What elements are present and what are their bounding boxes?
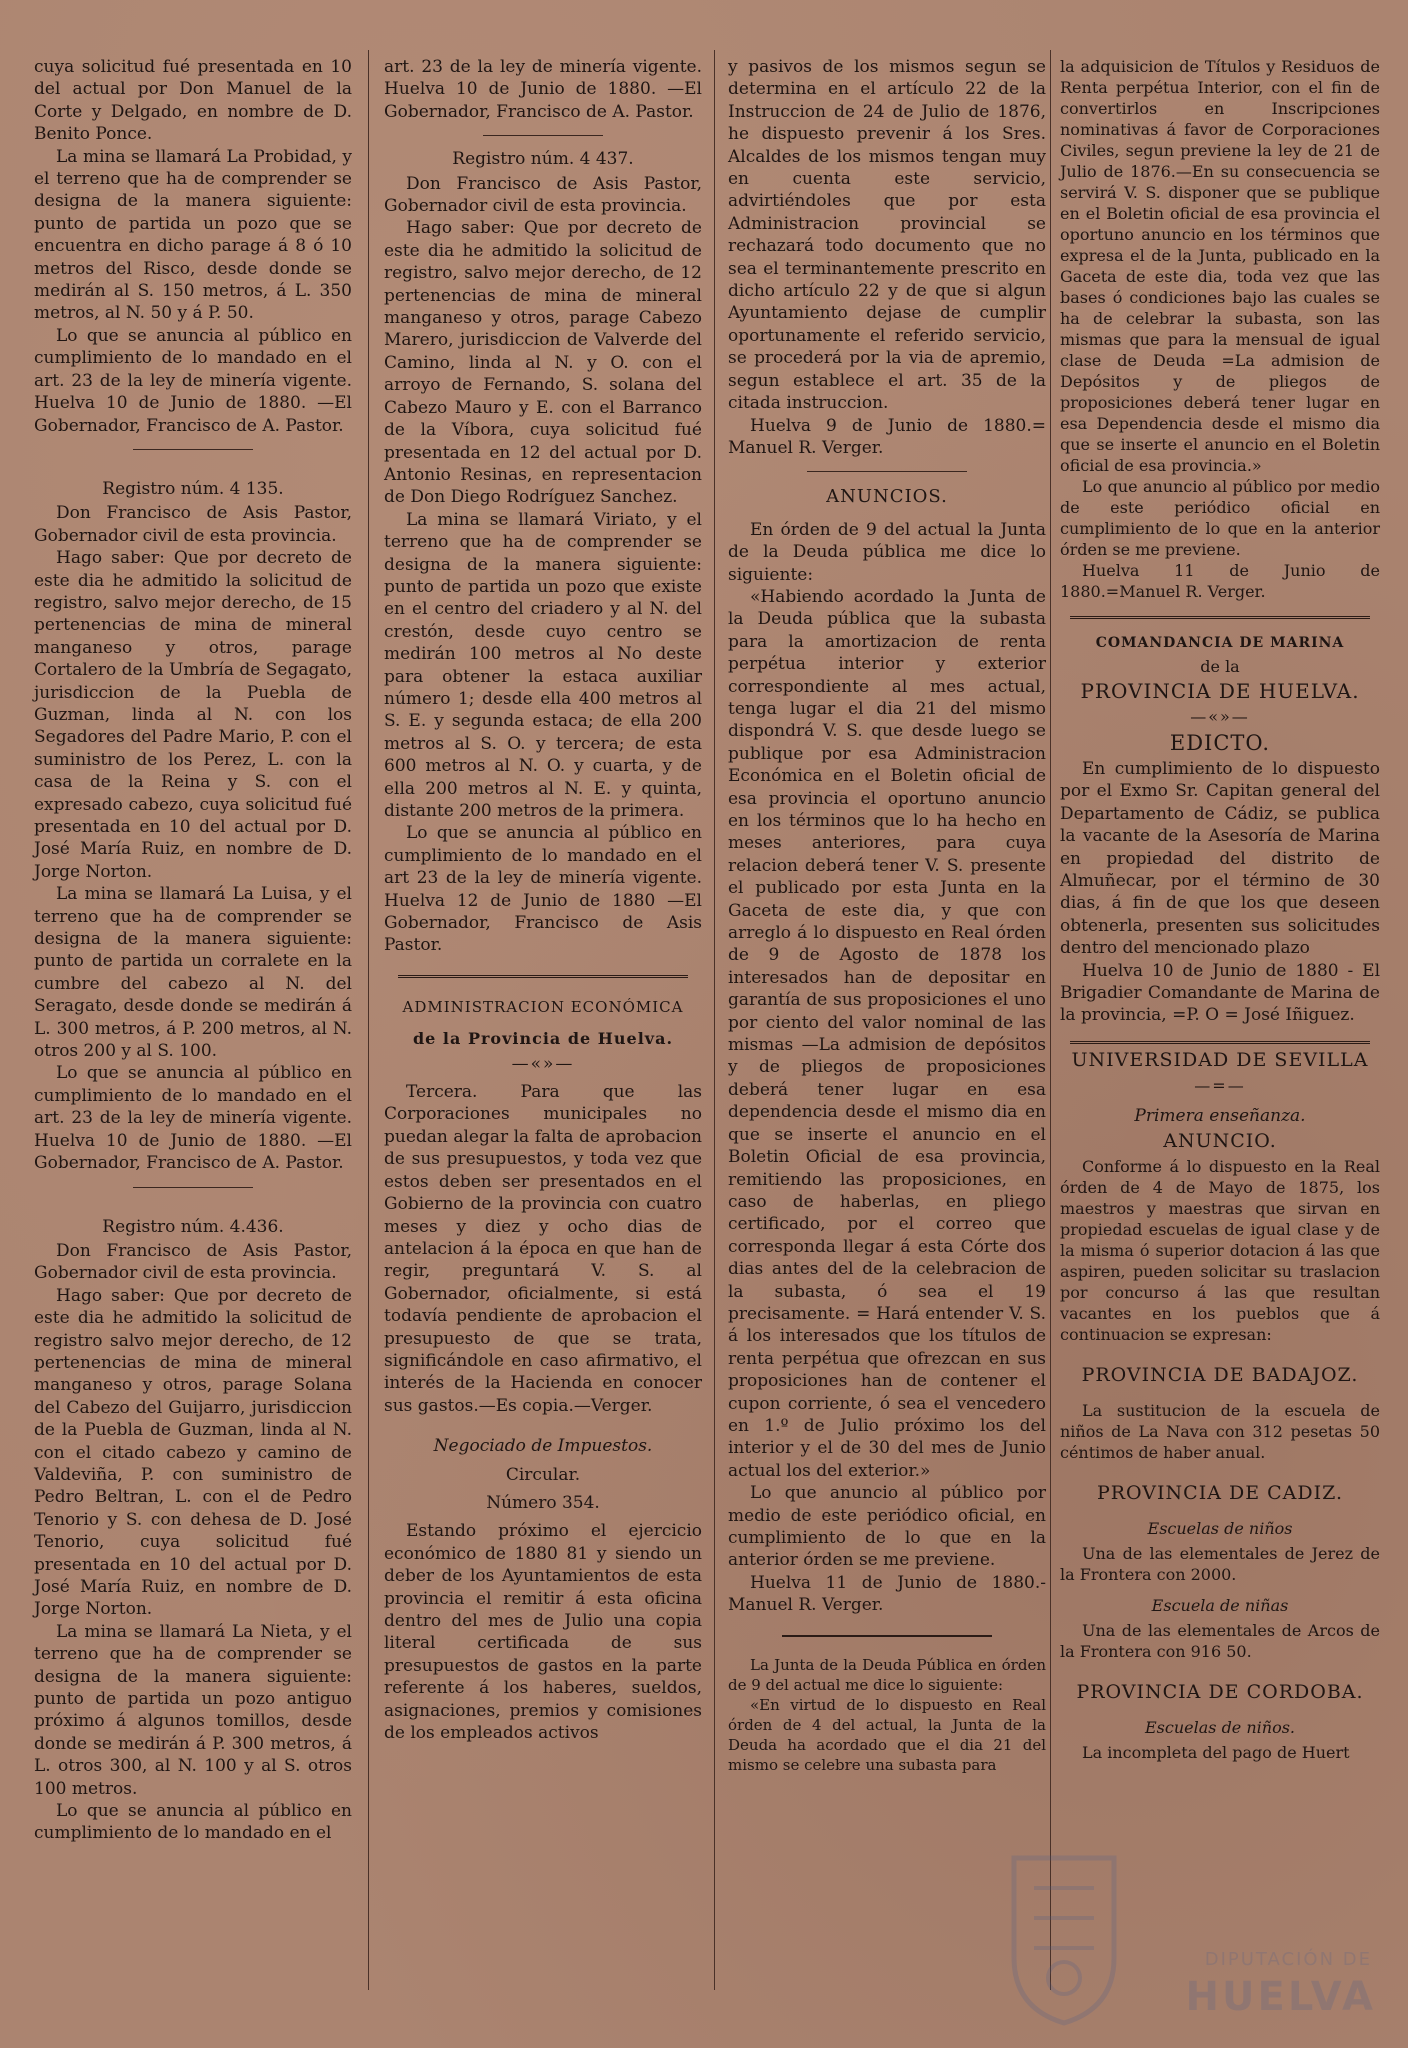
section-subtitle: de la Provincia de Huelva. [412, 1029, 674, 1049]
divider [133, 449, 253, 450]
paragraph: Una de las elementales de Arcos de la Frontera con 916 50. [1060, 1620, 1380, 1661]
province-heading: PROVINCIA DE CADIZ. [1096, 1481, 1344, 1504]
shield-icon [1004, 1848, 1124, 2028]
watermark-caption: DIPUTACIÓN DE [1204, 1949, 1372, 1970]
registry-heading: Registro núm. 4 135. [102, 478, 284, 499]
ornament: —=— [1194, 1075, 1246, 1095]
paragraph: Lo que anuncio al público por medio de este periódico oficial en cumplimiento de lo que en la anterior órden se me previene. [1060, 477, 1380, 559]
paragraph: Lo que se anuncia al público en cumplimiento de lo mandado en el art. 23 de la ley de minería vigente. Huelva 10 de Junio de 1880. —El Gobernador, Francisco de A. Pastor. [34, 325, 352, 436]
paragraph: Hago saber: Que por decreto de este dia he admitido la solicitud de registro salvo mejor derecho, de 12 pertenencias de mina de mineral manganeso y otros, parage Solana del Cabezo del Guijarro, jurisdiccion de la Puebla de Guzman, linda al N. con el citado cabezo y camino de Valdeviña, P. con suministro de Pedro Beltran, L. con el de Pedro Tenorio y S. con dehesa de D. José Tenorio, cuya solicitud fué presentada en 10 del actual por D. José María Ruiz, en nombre de D. Jorge Norton. [34, 1285, 352, 1620]
divider [807, 471, 967, 472]
paragraph: La mina se llamará Viriato, y el terreno que ha de comprender se designa de la manera siguiente: punto de partida un pozo que existe en el centro del criadero y al N. del crestón, desde cuyo centro se medirán 100 metros al No deste para obtener la estaca auxiliar número 1; desde ella 400 metros al S. E. y segunda estaca; de ella 200 metros al S. O. y tercera; de esta 600 metros al N. O. y cuarta, y de ella 200 metros al N. E. y quinta, distante 200 metros de la primera. [384, 509, 702, 821]
section-title-connector: de la [1200, 657, 1240, 676]
paragraph: Huelva 9 de Junio de 1880.= Manuel R. Verger. [728, 415, 1046, 458]
paragraph: Don Francisco de Asis Pastor, Gobernador civil de esta provincia. [384, 173, 702, 217]
section-divider [1070, 1041, 1370, 1044]
paragraph: Conforme á lo dispuesto en la Real órden de 4 de Mayo de 1875, los maestros y maestras que sirvan en propiedad escuelas de igual clase y de la misma ó superior dotacion á las que aspiren, pueden solicitar su traslacion por concurso á las que resultan vacantes en los pueblos que á continuacion se expresan: [1060, 1156, 1380, 1344]
paragraph: Una de las elementales de Jerez de la Frontera con 2000. [1060, 1543, 1380, 1584]
ornament: —«»— [511, 1053, 575, 1074]
province-heading: PROVINCIA DE BADAJOZ. [1081, 1363, 1359, 1386]
paragraph: La Junta de la Deuda Pública en órden de 9 del actual me dice lo siguiente: [728, 1655, 1046, 1694]
column-divider [1050, 50, 1051, 1990]
paragraph: Huelva 11 de Junio de 1880.=Manuel R. Verger. [1060, 561, 1380, 601]
paragraph: La incompleta del pago de Huert [1082, 1742, 1350, 1762]
ornament: —«»— [1190, 707, 1250, 726]
paragraph: Huelva 10 de Junio de 1880 - El Brigadier Comandante de Marina de la provincia, =P. O = José Iñiguez. [1060, 960, 1380, 1026]
paragraph: Hago saber: Que por decreto de este dia he admitido la solicitud de registro, salvo mejor derecho, de 15 pertenencias de mina de mineral manganeso y otros, parage Cortalero de la Umbría de Segagato, jurisdiccion de la Puebla de Guzman, linda al N. con los Segadores del Padre Mario, P. con el suministro de los Perez, L. con la casa de la Reina y S. con el expresado cabezo, cuya solicitud fué presentada en 10 del actual por D. José María Ruiz, en nombre de D. Jorge Norton. [34, 548, 352, 882]
school-heading: Escuela de niñas [1151, 1595, 1289, 1615]
column-4 [1060, 56, 1380, 1763]
registry-heading: Registro núm. 4 437. [452, 149, 634, 170]
paragraph: La sustitucion de la escuela de niños de La Nava con 312 pesetas 50 céntimos de haber anual. [1060, 1400, 1380, 1462]
paragraph: La mina se llamará La Probidad, y el terreno que ha de comprender se designa de la manera siguiente: punto de partida un pozo que se encuentra en dicho parage á 8 ó 10 metros del Risco, desde donde se medirán al S. 150 metros, á L. 350 metros, al N. 50 y á P. 50. [34, 146, 352, 324]
school-heading: Escuelas de niños. [1144, 1717, 1296, 1737]
divider [133, 1187, 253, 1188]
column-divider [368, 50, 369, 1990]
paragraph: la adquisicion de Títulos y Residuos de Renta perpétua Interior, con el fin de convertirlos en Inscripciones nominativas á favor de Corporaciones Civiles, segun previene la ley de 21 de Julio de 1876.—En su consecuencia se servirá V. S. disponer que se publique en el Boletin oficial de esa provincia el oportuno anuncio en los términos que expresa el de la Junta, publicado en la Gaceta de este dia, toda vez que las bases ó condiciones bajo las cuales se ha de celebrar la subasta, son las mismas que para la mensual de igual clase de Deuda =La admision de Depósitos y de pliegos de proposiciones deberá tener lugar en esa Dependencia desde el mismo dia que se inserte el anuncio en el Boletin oficial de esa provincia.» [1060, 57, 1380, 475]
paragraph: Don Francisco de Asis Pastor, Gobernador civil de esta provincia. [34, 1240, 352, 1284]
paragraph: «En virtud de lo dispuesto en Real órden de 4 del actual, la Junta de la Deuda ha acordado que el dia 21 del mismo se celebre una subasta para [728, 1695, 1046, 1774]
edict-title: EDICTO. [1169, 731, 1271, 755]
paragraph: cuya solicitud fué presentada en 10 del actual por Don Manuel de la Corte y Delgado, en nombre de D. Benito Ponce. [34, 57, 352, 145]
watermark-title: HUELVA [1185, 1974, 1376, 2020]
section-title-province: PROVINCIA DE HUELVA. [1080, 679, 1360, 703]
registry-heading: Registro núm. 4.436. [102, 1216, 284, 1237]
column-1 [34, 56, 352, 1845]
divider [483, 135, 603, 136]
announcement-title: ANUNCIO. [1163, 1129, 1277, 1152]
university-title: UNIVERSIDAD DE SEVILLA [1071, 1048, 1369, 1071]
watermark-seal [1004, 1848, 1376, 2038]
number-label: Número 354. [486, 1492, 600, 1513]
section-title: ANUNCIOS. [826, 486, 948, 508]
paragraph: Estando próximo el ejercicio económico de 1880 81 y siendo un deber de los Ayuntamientos de esta provincia el remitir á esta oficina dentro del mes de Julio una copia literal certificada de sus presupuestos de gastos en la parte referente á los haberes, sueldos, asignaciones, premios y comisiones de los empleados activos [384, 1521, 702, 1744]
paragraph: Hago saber: Que por decreto de este dia he admitido la solicitud de registro, salvo mejor derecho, de 12 pertenencias de mina de mineral manganeso y otros, parage Cabezo Marero, jurisdiccion de Valverde del Camino, linda al N. y O. con el arroyo de Fernando, S. solana del Cabezo Mauro y E. con el Barranco de la Víbora, cuya solicitud fué presentada en 12 del actual por D. Antonio Resinas, en representacion de Don Diego Rodríguez Sanchez. [384, 218, 702, 508]
paragraph: y pasivos de los mismos segun se determina en el artículo 22 de la Instruccion de 24 de Julio de 1876, he dispuesto prevenir á los Sres. Alcaldes de los mismos tengan muy en cuenta este servicio, advirtiéndoles que por esta Administracion provincial se rechazará todo documento que no sea el terminantemente prescrito en dicho artículo 22 y de que si algun Ayuntamiento dejase de cumplir oportunamente el referido servicio, se procederá por la via de apremio, segun establece el art. 35 de la citada instruccion. [728, 57, 1046, 414]
paragraph: La mina se llamará La Nieta, y el terreno que ha de comprender se designa de la manera siguiente: punto de partida un pozo antiguo próximo á algunos tomillos, desde donde se medirán á P. 300 metros, á L. otros 300, al N. 100 y al S. otros 100 metros. [34, 1621, 352, 1799]
school-heading: Escuelas de niños [1147, 1518, 1293, 1538]
section-divider [398, 975, 688, 978]
paragraph: Lo que se anuncia al público en cumplimiento de lo mandado en el art 23 de la ley de minería vigente. Huelva 12 de Junio de 1880 —El Gobernador, Francisco de Asis Pastor. [384, 823, 702, 956]
paragraph: Lo que anuncio al público por medio de este periódico oficial, en cumplimiento de lo que en la anterior órden se me previene. [728, 1483, 1046, 1571]
section-title: COMANDANCIA DE MARINA [1095, 635, 1345, 651]
column-2 [384, 56, 702, 1744]
paragraph: La mina se llamará La Luisa, y el terreno que ha de comprender se designa de la manera siguiente: punto de partida un corralete en la cumbre del cabezo al N. del Seragato, desde donde se medirán á L. 300 metros, á P. 200 metros, al N. otros 200 y al S. 100. [34, 884, 352, 1062]
column-divider [714, 50, 715, 1990]
paragraph: Huelva 11 de Junio de 1880.- Manuel R. Verger. [728, 1572, 1046, 1616]
paragraph: Lo que se anuncia al público en cumplimiento de lo mandado en el [34, 1801, 352, 1844]
province-heading: PROVINCIA DE CORDOBA. [1076, 1680, 1364, 1703]
paragraph: «Habiendo acordado la Junta de la Deuda pública que la subasta para la amortizacion de renta perpétua interior y exterior correspondiente al mes actual, tenga lugar el dia 21 del mismo dispondrá V. S. que desde luego se publique por esa Administracion Económica en el Boletin oficial de esa provincia el oportuno anuncio en los términos que lo ha hecho en meses anteriores, para cuya relacion deberá tener V. S. presente el publicado por esta Junta en la Gaceta de este dia, y que con arreglo á lo dispuesto en Real órden de 9 de Agosto de 1878 los interesados han de depositar en garantía de sus proposiciones el uno por ciento del valor nominal de las mismas —La admision de depósitos y de pliegos de proposiciones deberá tener lugar en esa dependencia desde el mismo dia en que se inserte el anuncio en el Boletin Oficial de esa provincia, remitiendo las proposiciones, en caso de haberlas, en pliego certificado, por el correo que corresponda llegar á esta Córte dos dias antes del de la celebracion de la subasta, ó sea el 19 precisamente. = Hará entender V. S. á los interesados que los títulos de renta perpétua que ofrezcan en sus proposiciones han de contener el cupon corriente, ó sea el vencedero en 1.º de Julio próximo los del interior y el de 30 del mes de Junio actual los del exterior.» [728, 586, 1046, 1481]
paragraph: Lo que se anuncia al público en cumplimiento de lo mandado en el art. 23 de la ley de minería vigente. Huelva 10 de Junio de 1880. —El Gobernador, Francisco de A. Pastor. [34, 1063, 352, 1174]
paragraph: Tercera. Para que las Corporaciones municipales no puedan alegar la falta de aprobacion de sus presupuestos, y toda vez que estos deben ser presentados en el Gobierno de la provincia con cuatro meses y diez y ocho dias de antelacion á la época en que han de regir, preguntará V. S. al Gobernador, oficialmente, si está todavía pendiente de aprobacion el presupuesto de que se trata, significándole en caso afirmativo, el interés de la Hacienda en conocer sus gastos.—Es copia.—Verger. [384, 1082, 702, 1416]
circular-label: Circular. [505, 1464, 581, 1485]
section-heading: Negociado de Impuestos. [433, 1436, 653, 1457]
subsection-title: Primera enseñanza. [1134, 1105, 1306, 1126]
section-divider [1070, 616, 1370, 619]
paragraph: Don Francisco de Asis Pastor, Gobernador civil de esta provincia. [34, 503, 352, 546]
section-title: ADMINISTRACION ECONÓMICA [402, 997, 684, 1016]
paragraph: En cumplimiento de lo dispuesto por el Exmo Sr. Capitan general del Departamento de Cádiz, se publica la vacante de la Asesoría de Marina en propiedad del distrito de Almuñecar, por el término de 30 dias, á fin de que los que deseen obtenerla, presenten sus solicitudes dentro del mencionado plazo [1060, 759, 1380, 959]
paragraph: art. 23 de la ley de minería vigente. Huelva 10 de Junio de 1880. —El Gobernador, Francisco de A. Pastor. [384, 57, 702, 122]
paragraph: En órden de 9 del actual la Junta de la Deuda pública me dice lo siguiente: [728, 519, 1046, 585]
column-3 [728, 56, 1046, 1775]
divider [782, 1635, 992, 1637]
